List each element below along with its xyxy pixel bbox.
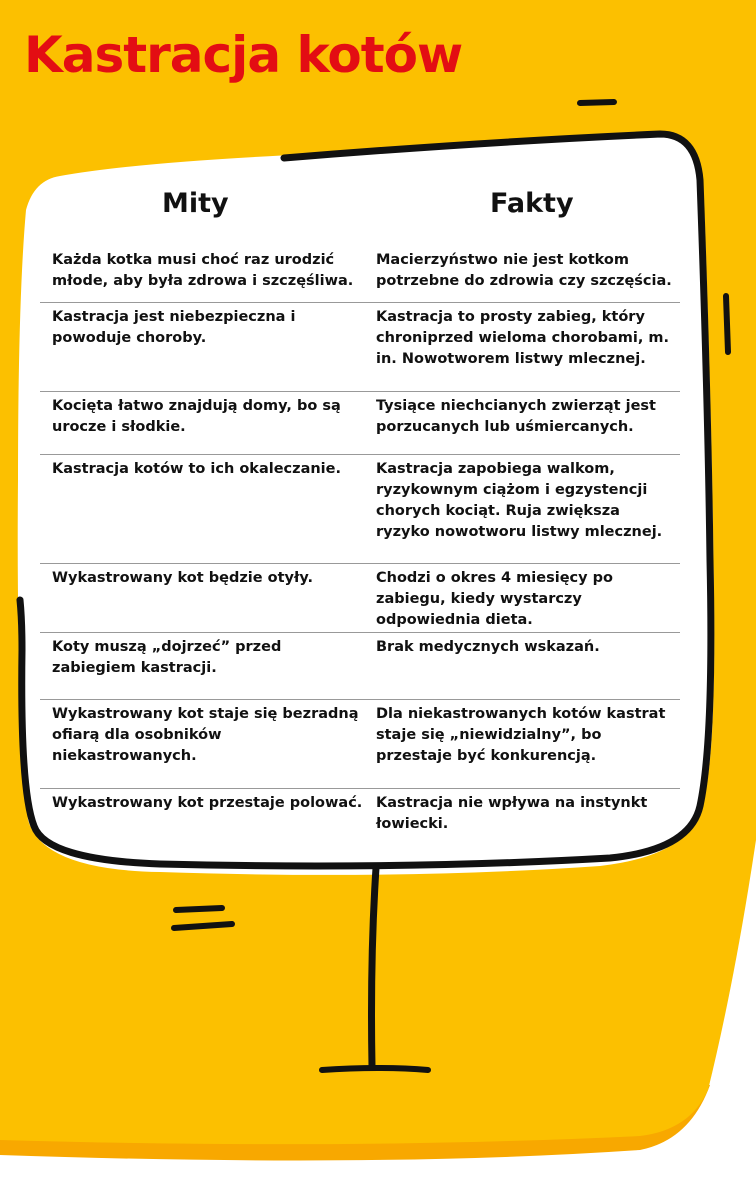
myth-text: Kastracja kotów to ich okaleczanie. (52, 461, 341, 477)
myth-text: Koty muszą „dojrzeć” przed zabiegiem kastracji. (52, 639, 282, 676)
facts-header: Fakty (490, 188, 574, 219)
page-title: Kastracja kotów (24, 26, 463, 84)
fact-text: Kastracja nie wpływa na instynkt łowiecki. (376, 795, 648, 832)
fact-text: Chodzi o okres 4 miesięcy po zabiegu, kiedy wystarczy odpowiednia dieta. (376, 570, 613, 628)
fact-text: Dla niekastrowanych kotów kastrat staje się „niewidzialny”, bo przestaje być konkurencją. (376, 706, 666, 764)
myths-header: Mity (162, 188, 229, 219)
myth-text: Wykastrowany kot staje się bezradną ofiarą dla osobników niekastrowanych. (52, 706, 359, 764)
fact-text: Macierzyństwo nie jest kotkom potrzebne do zdrowia czy szczęścia. (376, 252, 672, 289)
table-row (40, 700, 680, 789)
myth-text: Każda kotka musi choć raz urodzić młode, aby była zdrowa i szczęśliwa. (52, 252, 354, 289)
table-row (40, 246, 680, 303)
table-row (40, 564, 680, 633)
marker-stroke (580, 102, 614, 103)
fact-text: Brak medycznych wskazań. (376, 639, 600, 655)
fact-text: Kastracja to prosty zabieg, który chroniprzed wieloma chorobami, m. in. Nowotworem listwy mlecznej. (376, 309, 670, 367)
table-row (40, 392, 680, 455)
fact-text: Kastracja zapobiega walkom, ryzykownym ciążom i egzystencji chorych kociąt. Ruja zwiększa ryzyko nowotworu listwy mlecznej. (376, 461, 663, 540)
table-row (40, 789, 680, 849)
marker-stroke (726, 296, 728, 352)
table-row (40, 633, 680, 700)
myth-text: Kocięta łatwo znajdują domy, bo są urocze i słodkie. (52, 398, 341, 435)
myth-text: Kastracja jest niebezpieczna i powoduje choroby. (52, 309, 296, 346)
signpost-base (322, 1068, 428, 1070)
table-row (40, 455, 680, 564)
myth-text: Wykastrowany kot przestaje polować. (52, 795, 363, 811)
fact-text: Tysiące niechcianych zwierząt jest porzucanych lub uśmiercanych. (376, 398, 656, 435)
myths-facts-table (40, 246, 680, 849)
myth-text: Wykastrowany kot będzie otyły. (52, 570, 313, 586)
table-row (40, 303, 680, 392)
